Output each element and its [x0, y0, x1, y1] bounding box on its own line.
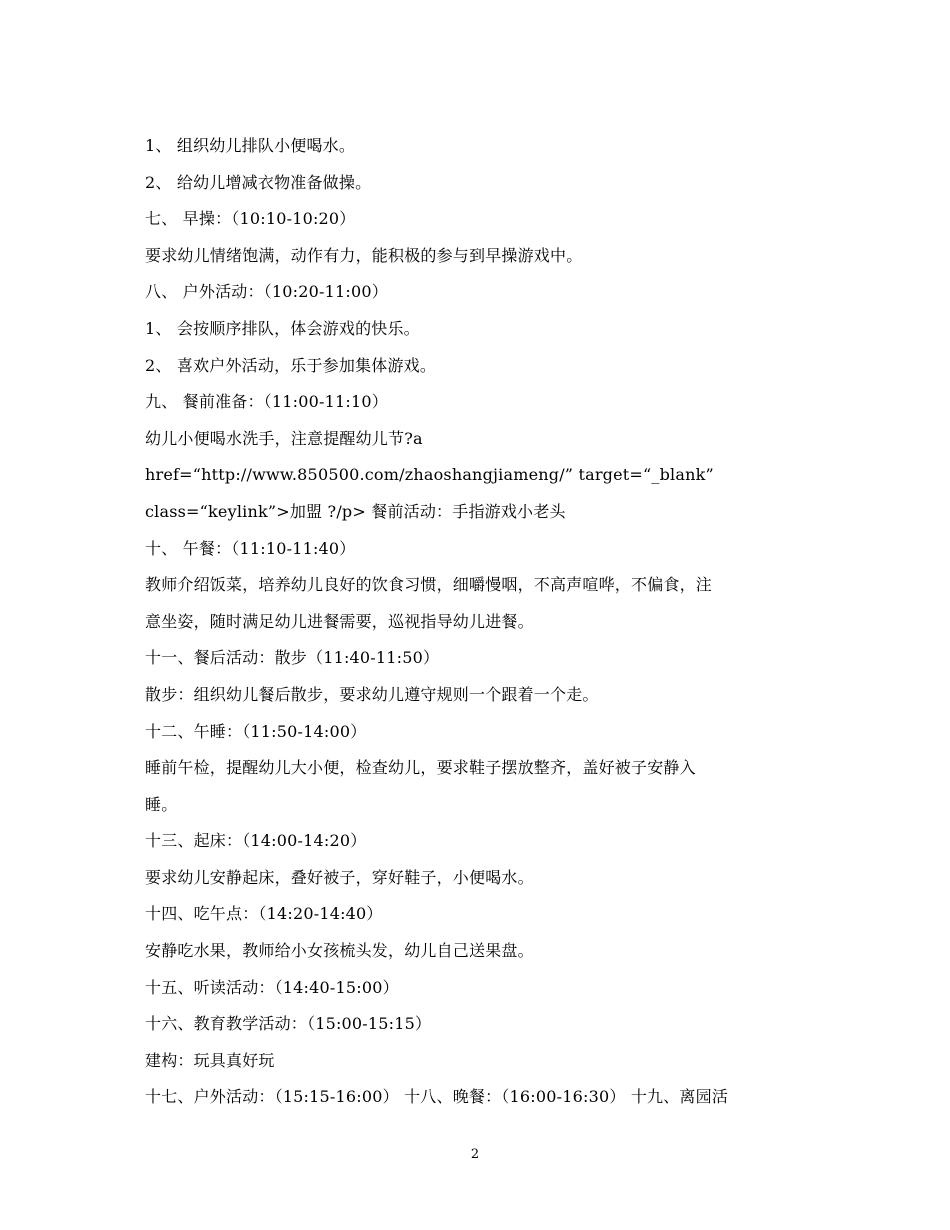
section-heading: 八、 户外活动：（10:20-11:00）: [145, 282, 388, 302]
text-line: 2、 给幼儿增减衣物准备做操。: [145, 172, 372, 192]
text-line: 散步：组织幼儿餐后散步，要求幼儿遵守规则一个跟着一个走。: [145, 684, 599, 704]
text-line: 意坐姿，随时满足幼儿进餐需要，巡视指导幼儿进餐。: [145, 611, 534, 631]
text-line: 睡。: [145, 794, 178, 814]
text-line: 建构：玩具真好玩: [145, 1050, 275, 1070]
section-heading: 十三、起床：（14:00-14:20）: [145, 831, 367, 851]
text-line: 要求幼儿情绪饱满，动作有力，能积极的参与到早操游戏中。: [145, 245, 583, 265]
section-heading: 九、 餐前准备：（11:00-11:10）: [145, 392, 388, 412]
document-body: [145, 128, 815, 1116]
section-heading: 十二、午睡：（11:50-14:00）: [145, 721, 367, 741]
text-line: 要求幼儿安静起床，叠好被子，穿好鞋子，小便喝水。: [145, 867, 534, 887]
text-line: 教师介绍饭菜，培养幼儿良好的饮食习惯，细嚼慢咽，不高声喧哗，不偏食，注: [145, 575, 713, 595]
text-line: 1、 组织幼儿排队小便喝水。: [145, 136, 356, 155]
text-line: 幼儿小便喝水洗手，注意提醒幼儿节?a: [145, 428, 423, 448]
text-line: 安静吃水果，教师给小女孩梳头发，幼儿自己送果盘。: [145, 941, 534, 961]
text-line: 1、 会按顺序排队，体会游戏的快乐。: [145, 318, 420, 338]
text-line: 睡前午检，提醒幼儿大小便，检查幼儿，要求鞋子摆放整齐，盖好被子安静入: [145, 758, 696, 778]
section-heading: 十六、教育教学活动：（15:00-15:15）: [145, 1014, 432, 1034]
section-heading: 十一、餐后活动：散步（11:40-11:50）: [145, 648, 440, 668]
text-line: href=“http://www.850500.com/zhaoshangjiameng/” target=“_blank”: [145, 465, 714, 485]
section-heading: 十四、吃午点：（14:20-14:40）: [145, 904, 383, 924]
section-heading: 十、 午餐：（11:10-11:40）: [145, 538, 356, 558]
page-number: 2: [470, 1147, 480, 1162]
text-line: 2、 喜欢户外活动，乐于参加集体游戏。: [145, 355, 437, 375]
text-line: class=“keylink”>加盟 ?/p> 餐前活动：手指游戏小老头: [145, 501, 566, 521]
section-heading: 七、 早操：（10:10-10:20）: [145, 209, 356, 229]
section-heading: 十七、户外活动：（15:15-16:00） 十八、晚餐：（16:00-16:30） 十九、离园活: [145, 1087, 729, 1107]
section-heading: 十五、听读活动：（14:40-15:00）: [145, 977, 399, 997]
